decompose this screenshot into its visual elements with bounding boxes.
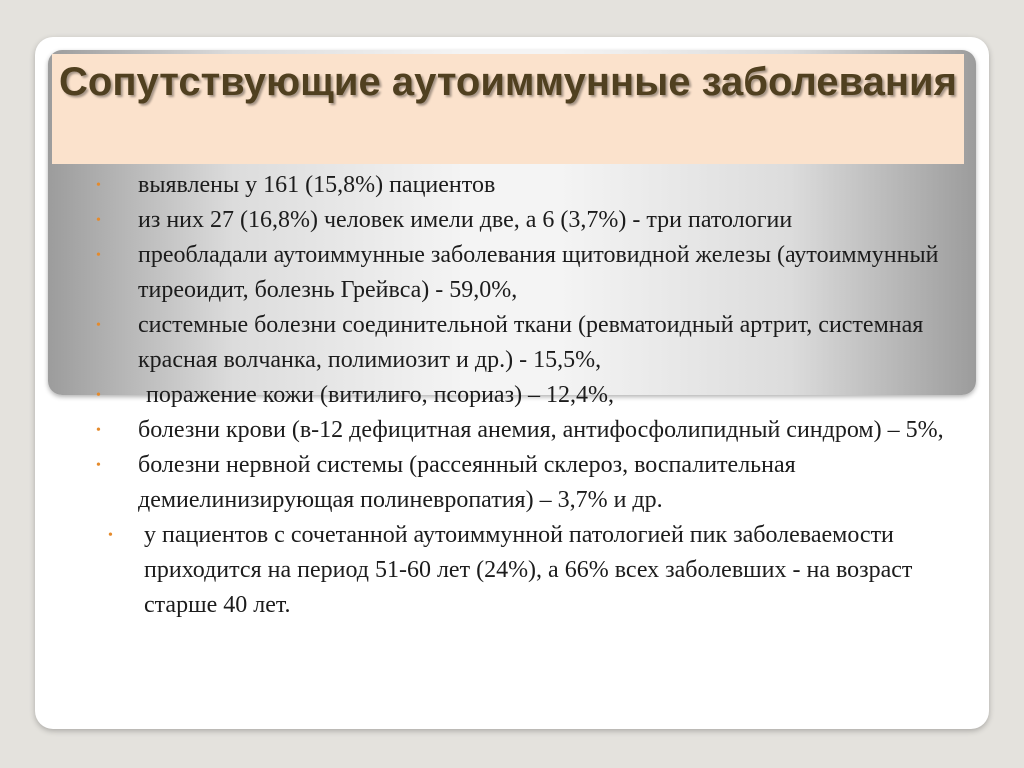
bullet-text: болезни нервной системы (рассеянный склероз, воспалительная демиелинизирующая полиневропатия) – 3,7% и др. [138,452,796,513]
bullet-icon: • [96,248,101,263]
bullet-item [96,378,976,413]
bullet-item [96,413,976,448]
bullet-icon: • [96,458,101,473]
bullet-text: у пациентов с сочетанной аутоиммунной патологией пик заболеваемости приходится на период 51-60 лет (24%), а 66% всех заболевших - на возраст старше 40 лет. [144,522,913,618]
slide-title: Сопутствующие аутоиммунные заболевания [59,60,957,104]
bullet-icon: • [108,528,113,543]
bullet-item [96,168,976,203]
bullet-icon: • [96,213,101,228]
bullet-text: болезни крови (в-12 дефицитная анемия, антифосфолипидный синдром) – 5%, [138,417,944,443]
bullet-item [96,238,976,308]
bullet-icon: • [96,318,101,333]
bullet-item [96,518,976,623]
bullet-list [96,168,976,623]
bullet-icon: • [96,423,101,438]
bullet-item [96,448,976,518]
bullet-text: преобладали аутоиммунные заболевания щитовидной железы (аутоиммунный тиреоидит, болезнь Грейвса) - 59,0%, [138,242,939,303]
bullet-item [96,203,976,238]
bullet-text: из них 27 (16,8%) человек имели две, а 6 (3,7%) - три патологии [138,207,793,233]
bullet-text: поражение кожи (витилиго, псориаз) – 12,4%, [146,382,615,408]
bullet-icon: • [96,178,101,193]
bullet-text: выявлены у 161 (15,8%) пациентов [138,172,496,198]
bullet-item [96,308,976,378]
bullet-icon: • [96,388,101,403]
bullet-text: системные болезни соединительной ткани (ревматоидный артрит, системная красная волчанка, полимиозит и др.) - 15,5%, [138,312,924,373]
